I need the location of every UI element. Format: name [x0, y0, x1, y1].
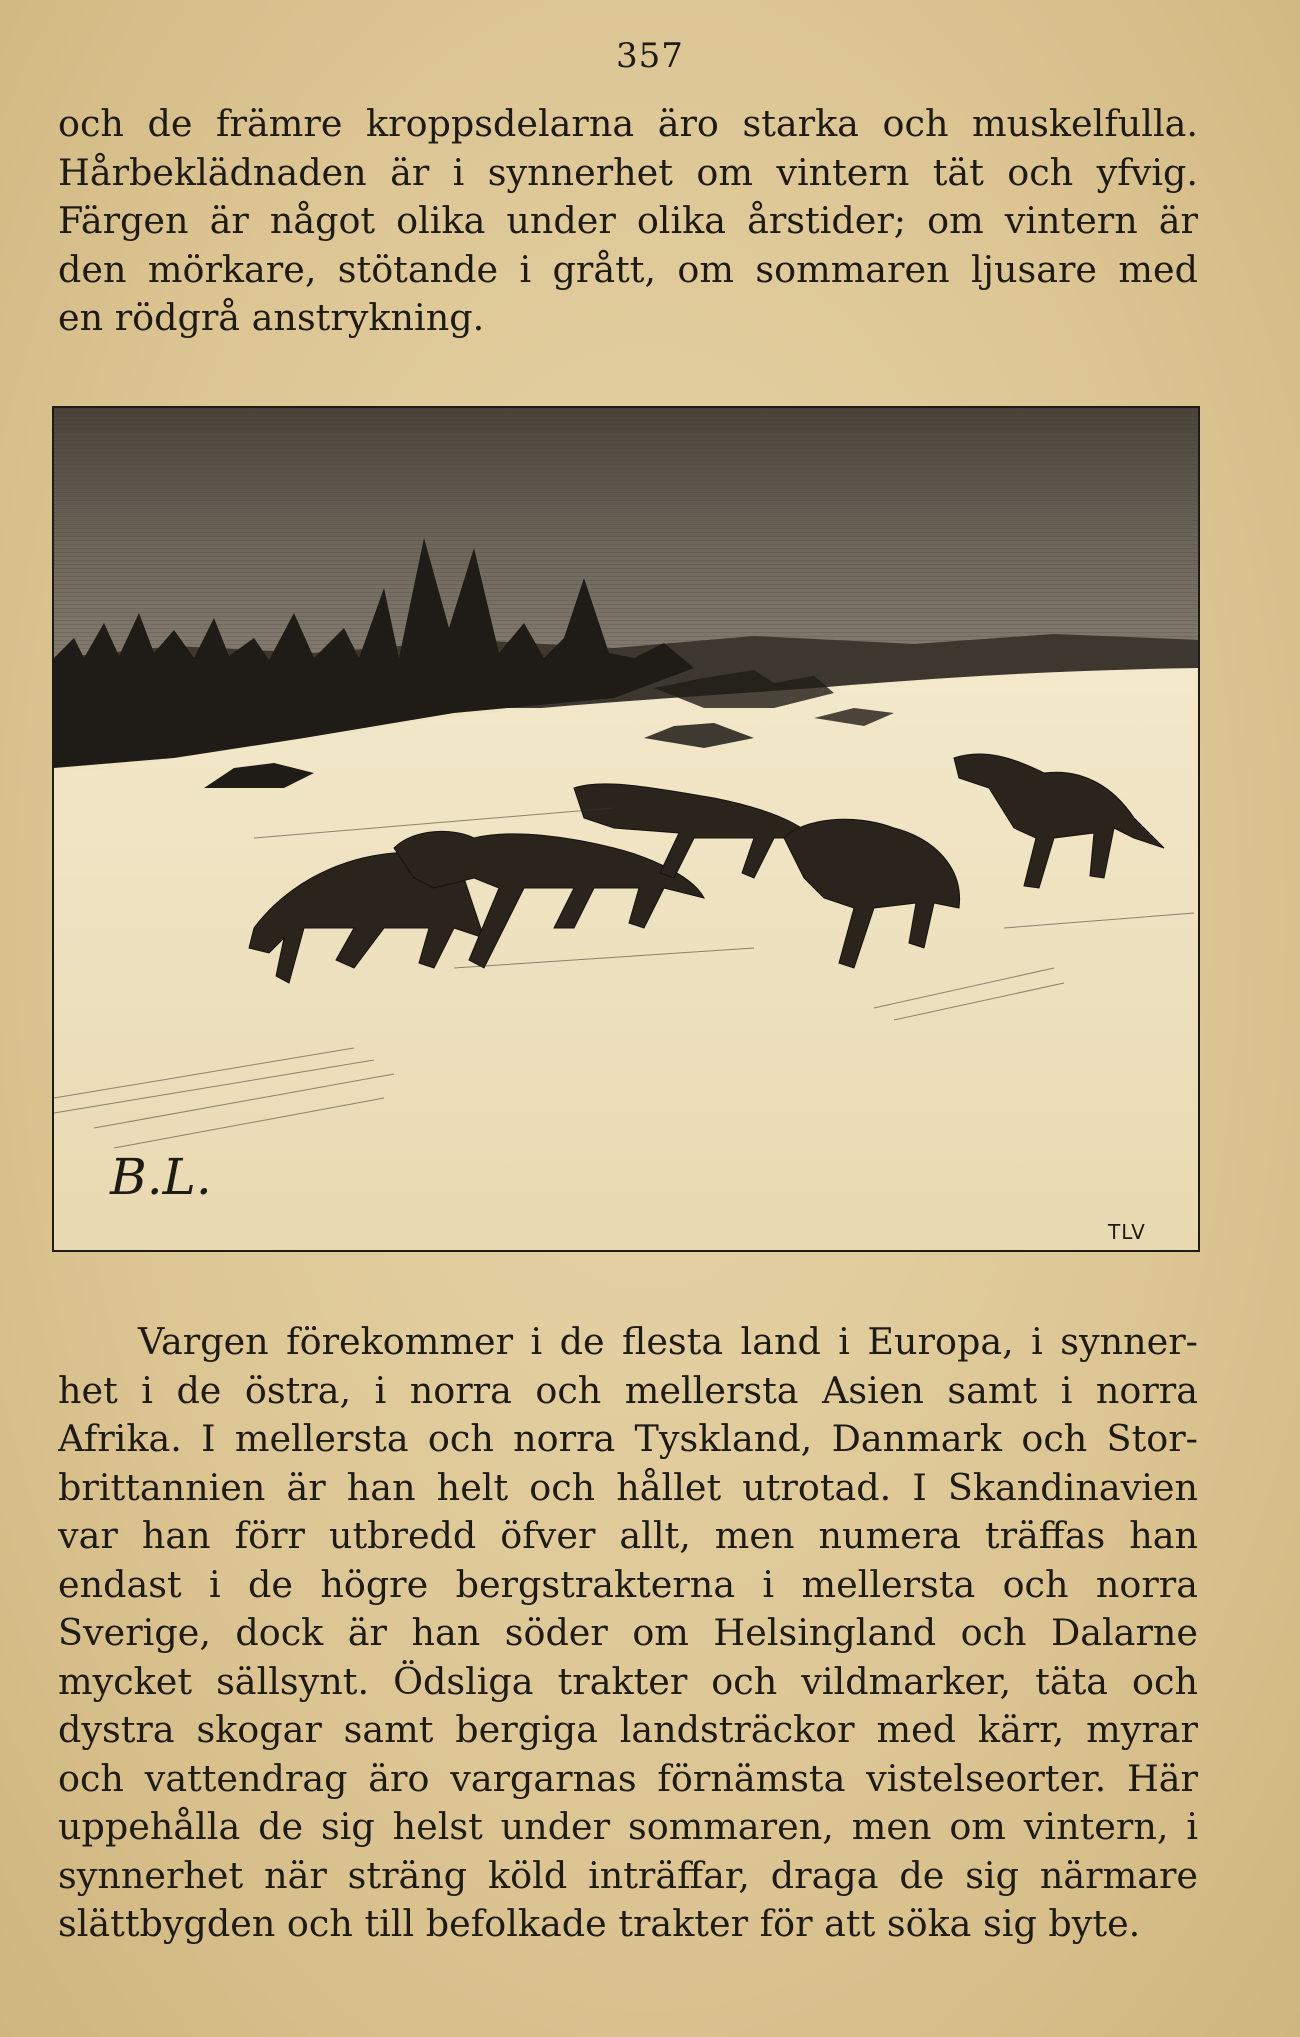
page-number: 357	[616, 36, 684, 76]
text-line: och de främre kroppsdelarna äro starka och muskelfulla.	[58, 102, 1198, 145]
text-line: slättbygden och till befolkade trakter för att söka sig byte.	[58, 1902, 1141, 1945]
text-line: Hårbeklädnaden är i synnerhet om vintern tät och yfvig.	[58, 150, 1198, 194]
snowfield	[54, 668, 1200, 1252]
text-line: Vargen förekommer i de flesta land i Europa, i synner-	[138, 1320, 1198, 1363]
text-line: synnerhet när sträng köld inträffar, draga de sig närmare	[58, 1853, 1198, 1897]
text-line: och vattendrag äro vargarnas förnämsta vistelseorter. Här	[58, 1756, 1198, 1800]
text-line: het i de östra, i norra och mellersta Asien samt i norra	[58, 1368, 1198, 1412]
text-line: Afrika. I mellersta och norra Tyskland, Danmark och Stor-	[58, 1417, 1198, 1460]
text-line: Färgen är något olika under olika årstider; om vintern är	[58, 199, 1198, 242]
paragraph-bottom	[58, 1318, 1198, 1949]
text-line: endast i de högre bergstrakterna i mellersta och norra	[58, 1562, 1198, 1606]
text-line: dystra skogar samt bergiga landsträckor med kärr, myrar	[58, 1708, 1198, 1751]
artist-monogram: B.L.	[110, 1148, 212, 1206]
text-line: den mörkare, stötande i grått, om sommaren ljusare med	[58, 247, 1198, 291]
engraver-mark: TLV	[1108, 1220, 1146, 1244]
paragraph-top	[58, 100, 1198, 343]
text-line: mycket sällsynt. Ödsliga trakter och vildmarker, täta och	[58, 1659, 1198, 1703]
text-line: Sverige, dock är han söder om Helsingland och Dalarne	[58, 1611, 1198, 1654]
text-line: en rödgrå anstrykning.	[58, 296, 485, 339]
text-line: brittannien är han helt och hållet utrotad. I Skandinavien	[58, 1465, 1198, 1509]
text-line: var han förr utbredd öfver allt, men numera träffas han	[58, 1514, 1198, 1557]
wolf-pack-illustration	[52, 406, 1200, 1252]
text-line: uppehålla de sig helst under sommaren, men om vintern, i	[58, 1805, 1198, 1848]
winter-landscape-engraving	[54, 408, 1200, 1252]
